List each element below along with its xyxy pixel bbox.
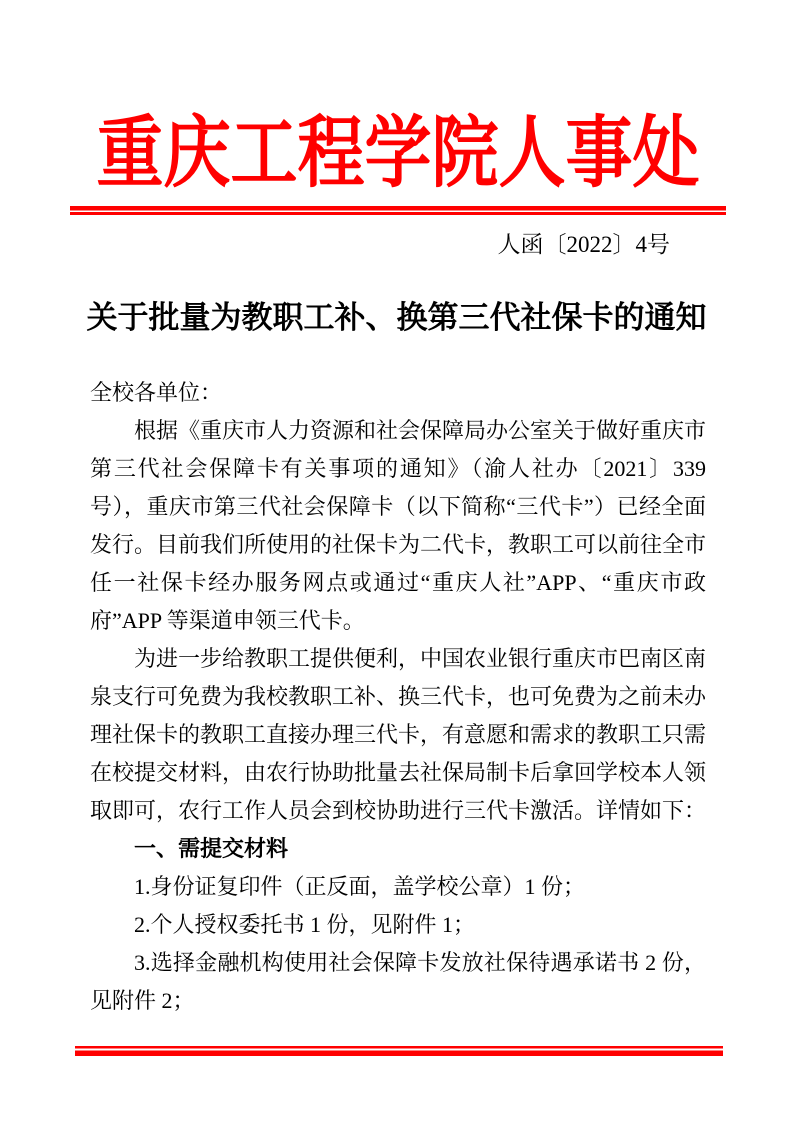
paragraph-2: 为进一步给教职工提供便利，中国农业银行重庆市巴南区南泉支行可免费为我校教职工补、换三代卡，也可免费为之前未办理社保卡的教职工直接办理三代卡，有意愿和需求的教职工只需在校提交材料，由农行协助批量去社保局制卡后拿回学校本人领取即可，农行工作人员会到校协助进行三代卡激活。详情如下： (90, 646, 707, 823)
footer-double-rule (75, 1046, 723, 1056)
salutation: 全校各单位： (90, 380, 223, 405)
list-item-1: 1.身份证复印件（正反面，盖学校公章）1 份； (134, 874, 586, 899)
list-item-3: 3.选择金融机构使用社会保障卡发放社保待遇承诺书 2 份，见附件 2； (90, 950, 706, 1013)
section-heading-materials: 一、需提交材料 (134, 836, 289, 861)
header-double-rule (70, 206, 726, 215)
notice-body (90, 374, 706, 1020)
paragraph-1: 根据《重庆市人力资源和社会保障局办公室关于做好重庆市第三代社会保障卡有关事项的通知》（渝人社办〔2021〕339 号），重庆市第三代社会保障卡（以下简称“三代卡”）已经全面发行。目前我们所使用的社保卡为二代卡，教职工可以前往全市任一社保卡经办服务网点或通过“重庆人社”APP、“重庆市政府”APP 等渠道申领三代卡。 (90, 418, 707, 633)
notice-title: 关于批量为教职工补、换第三代社保卡的通知 (86, 300, 707, 335)
list-item-2: 2.个人授权委托书 1 份，见附件 1； (134, 912, 476, 937)
doc-number: 人函〔2022〕4号 (497, 232, 670, 257)
masthead-title: 重庆工程学院人事处 (96, 110, 700, 197)
